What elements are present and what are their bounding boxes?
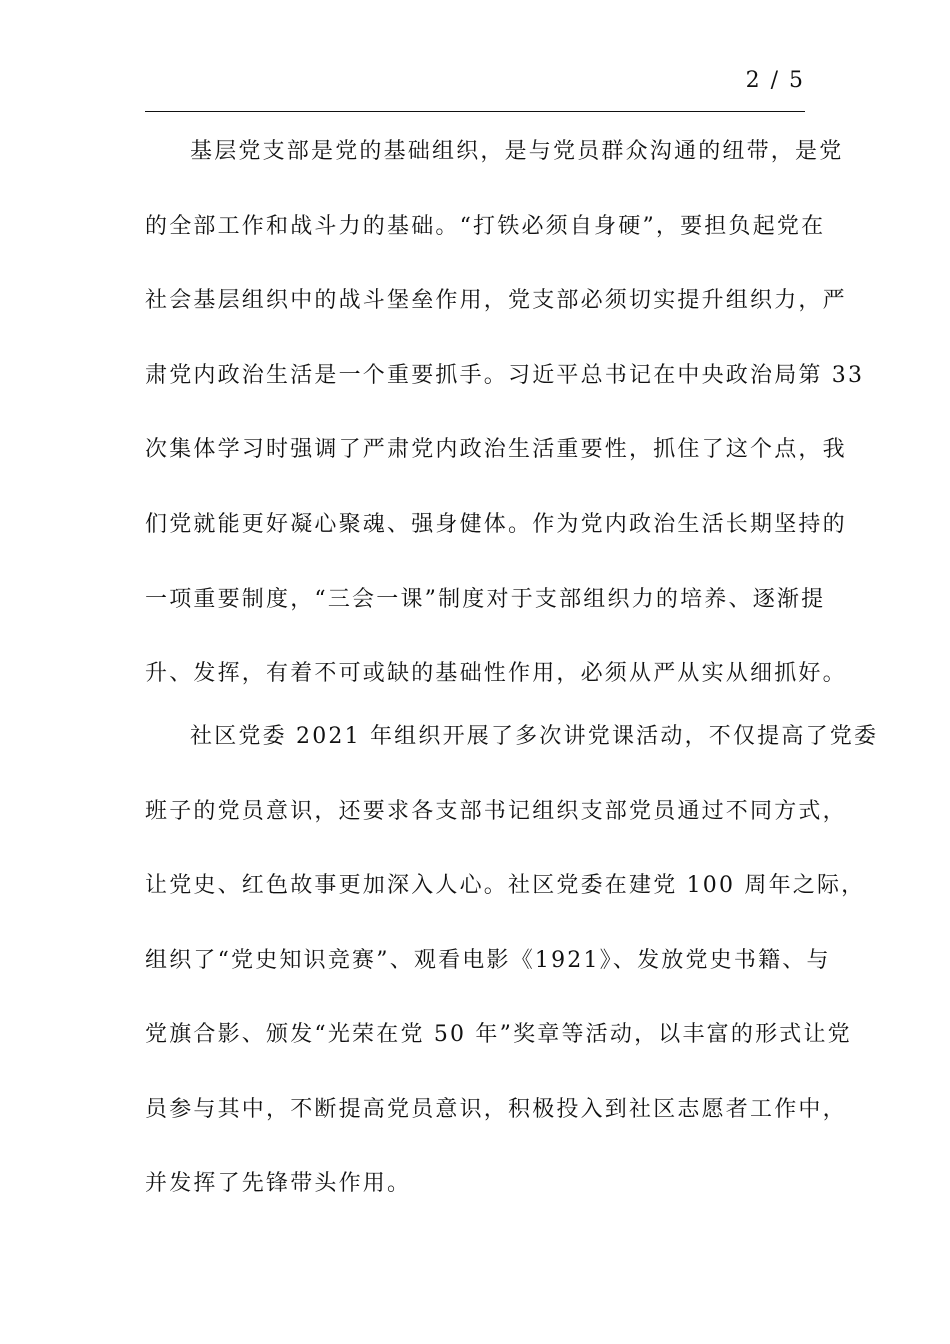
paragraph-line: 基层党支部是党的基础组织，是与党员群众沟通的纽带，是党 — [190, 139, 844, 164]
paragraph-line: 让党史、红色故事更加深入人心。社区党委在建党 100 周年之际， — [145, 873, 866, 898]
paragraph-line: 一项重要制度，“三会一课”制度对于支部组织力的培养、逐渐提 — [145, 587, 826, 612]
paragraph-line: 班子的党员意识，还要求各支部书记组织支部党员通过不同方式， — [145, 799, 847, 824]
paragraph-line: 员参与其中，不断提高党员意识，积极投入到社区志愿者工作中， — [145, 1097, 847, 1122]
paragraph-line: 社会基层组织中的战斗堡垒作用，党支部必须切实提升组织力，严 — [145, 288, 847, 313]
paragraph-line: 并发挥了先锋带头作用。 — [145, 1171, 412, 1196]
paragraph-line: 党旗合影、颁发“光荣在党 50 年”奖章等活动，以丰富的形式让党 — [145, 1022, 852, 1047]
paragraph-line: 组织了“党史知识竞赛”、观看电影《1921》、发放党史书籍、与 — [145, 948, 831, 973]
paragraph-line: 肃党内政治生活是一个重要抓手。习近平总书记在中央政治局第 33 — [145, 363, 865, 388]
paragraph-line: 升、发挥，有着不可或缺的基础性作用，必须从严从实从细抓好。 — [145, 661, 847, 686]
header-rule — [145, 111, 805, 112]
paragraph-line: 的全部工作和战斗力的基础。“打铁必须自身硬”，要担负起党在 — [145, 214, 826, 239]
paragraph-line: 次集体学习时强调了严肃党内政治生活重要性，抓住了这个点，我 — [145, 437, 847, 462]
paragraph-line: 社区党委 2021 年组织开展了多次讲党课活动，不仅提高了党委 — [190, 724, 879, 749]
page-number: 2 / 5 — [745, 68, 805, 93]
paragraph-line: 们党就能更好凝心聚魂、强身健体。作为党内政治生活长期坚持的 — [145, 512, 847, 537]
